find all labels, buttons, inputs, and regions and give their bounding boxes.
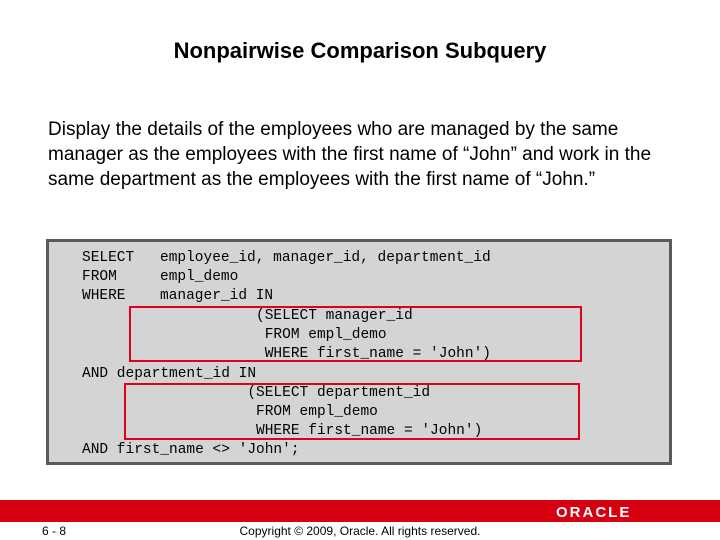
subquery-highlight-manager xyxy=(129,306,582,362)
code-text: empl_demo xyxy=(160,269,239,285)
slide-title: Nonpairwise Comparison Subquery xyxy=(173,38,547,63)
page-number: 6 - 8 xyxy=(42,524,67,538)
code-line: WHERE first_name = 'John') xyxy=(82,346,491,362)
code-keyword: WHERE xyxy=(82,288,126,304)
code-keyword: SELECT xyxy=(82,250,135,266)
subquery-highlight-department xyxy=(124,383,580,440)
code-line: AND first_name <> 'John'; xyxy=(82,442,300,458)
code-text: employee_id, manager_id, department_id xyxy=(160,250,491,266)
code-line: (SELECT department_id xyxy=(82,385,431,401)
code-line: AND department_id IN xyxy=(82,366,257,382)
copyright-text: Copyright © 2009, Oracle. All rights reserved. xyxy=(239,524,481,538)
code-line: FROM empl_demo xyxy=(82,327,387,343)
code-line: (SELECT manager_id xyxy=(82,308,413,324)
code-line-where xyxy=(82,287,274,306)
oracle-logo: ORACLE xyxy=(556,504,632,521)
code-line-from xyxy=(82,268,239,287)
intro-text: Display the details of the employees who are managed by the same manager as the employees with the first name of “John” and work in the same department as the employees with the first name of “John.” xyxy=(48,119,652,190)
code-line: FROM empl_demo xyxy=(82,404,378,420)
code-text: manager_id IN xyxy=(160,288,274,304)
code-line-select xyxy=(82,249,491,268)
code-line: WHERE first_name = 'John') xyxy=(82,423,483,439)
code-keyword: FROM xyxy=(82,269,117,285)
